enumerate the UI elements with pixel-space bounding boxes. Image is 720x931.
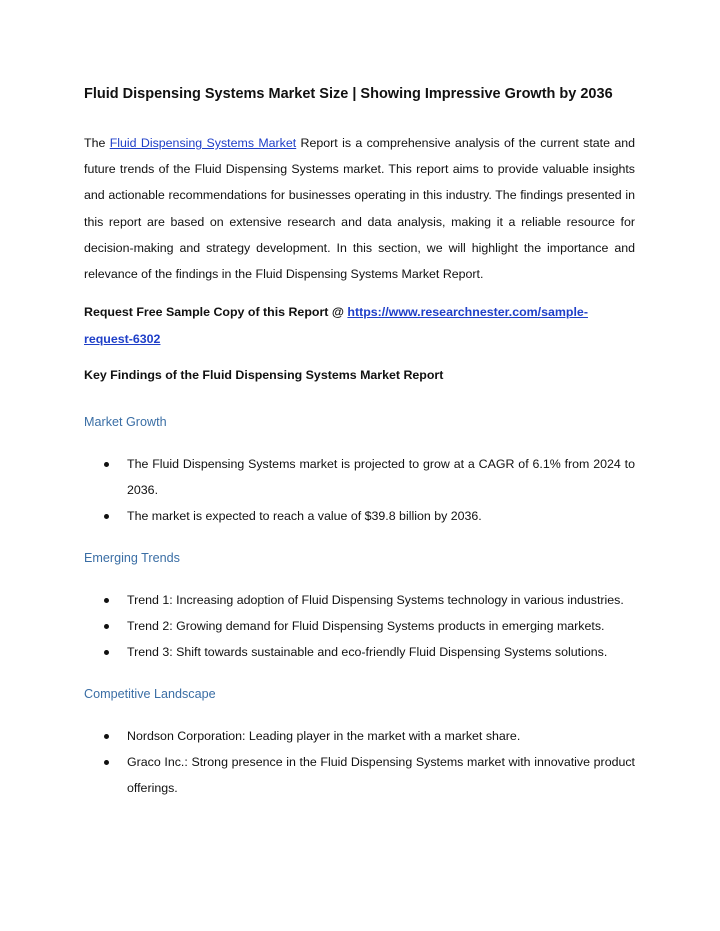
list-item-text: Trend 1: Increasing adoption of Fluid Dispensing Systems technology in various industries.: [127, 593, 624, 607]
bullet-icon: [104, 514, 109, 519]
list-item: [84, 723, 635, 749]
bullet-icon: [104, 462, 109, 467]
list-item: [84, 613, 635, 639]
section-heading-competitive-landscape: Competitive Landscape: [84, 687, 216, 701]
intro-paragraph: [84, 130, 635, 287]
list-item: [84, 587, 635, 613]
list-item-text: Trend 3: Shift towards sustainable and eco-friendly Fluid Dispensing Systems solutions.: [127, 645, 608, 660]
bullet-icon: [104, 650, 109, 655]
sample-request-link[interactable]: https://www.researchnester.com/sample-request-6302: [84, 305, 588, 346]
key-findings-heading: Key Findings of the Fluid Dispensing Systems Market Report: [84, 368, 444, 382]
list-item: [84, 503, 635, 529]
bullet-icon: [104, 624, 109, 629]
list-item: [84, 451, 635, 503]
emerging-trends-list: [84, 587, 635, 666]
list-item-text: Graco Inc.: Strong presence in the Fluid Dispensing Systems market with innovative product offerings.: [127, 755, 635, 796]
intro-suffix: Report is a comprehensive analysis of the current state and future trends of the Fluid Dispensing Systems market. This report aims to provide valuable insights and actionable recommendations for businesses operating in this industry. The findings presented in this report are based on extensive research and data analysis, making it a reliable resource for decision-making and strategy development. In this section, we will highlight the importance and relevance of the findings in the Fluid Dispensing Systems Market Report.: [84, 136, 636, 282]
list-item-text: Nordson Corporation: Leading player in the market with a market share.: [127, 729, 521, 743]
list-item-text: The Fluid Dispensing Systems market is projected to grow at a CAGR of 6.1% from 2024 to 2036.: [127, 457, 635, 498]
market-report-link[interactable]: Fluid Dispensing Systems Market: [109, 136, 297, 150]
list-item: [84, 749, 635, 801]
bullet-icon: [104, 760, 109, 765]
list-item-text: The market is expected to reach a value of $39.8 billion by 2036.: [127, 509, 482, 524]
section-heading-emerging-trends: Emerging Trends: [84, 551, 180, 565]
list-item-text: Trend 2: Growing demand for Fluid Dispensing Systems products in emerging markets.: [127, 619, 605, 634]
page-title: Fluid Dispensing Systems Market Size | Showing Impressive Growth by 2036: [84, 86, 613, 102]
competitive-landscape-list: [84, 723, 635, 802]
market-growth-list: [84, 451, 635, 530]
sample-request-label: Request Free Sample Copy of this Report @: [84, 305, 348, 319]
sample-request-line: [84, 299, 635, 352]
intro-prefix: The: [84, 136, 110, 150]
section-heading-market-growth: Market Growth: [84, 415, 167, 429]
bullet-icon: [104, 734, 109, 739]
bullet-icon: [104, 598, 109, 603]
list-item: [84, 639, 635, 665]
